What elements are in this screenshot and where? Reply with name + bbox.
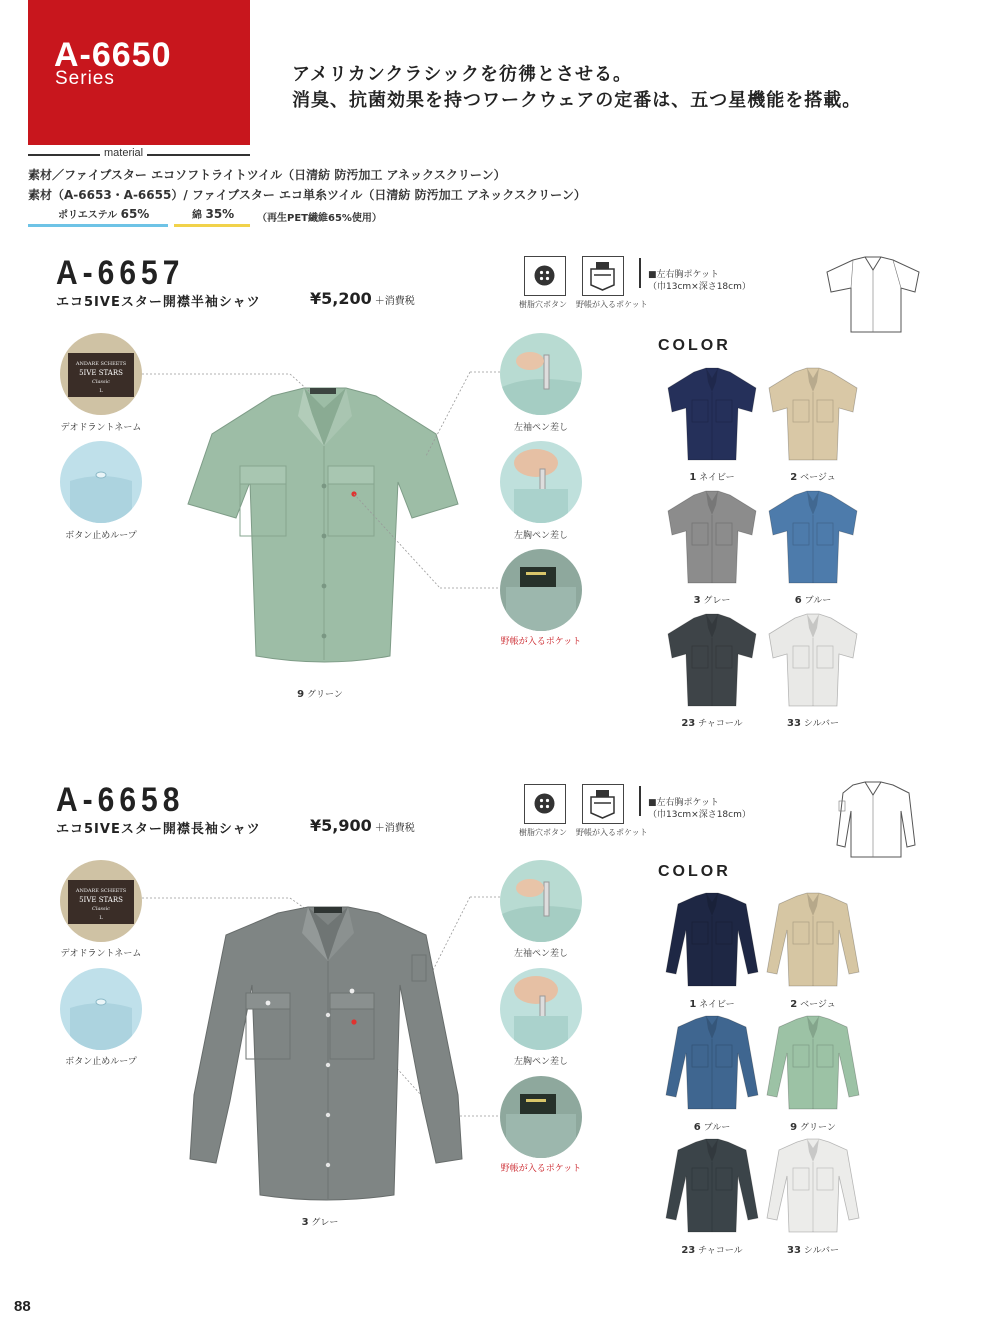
series-word: Series [55,68,115,89]
color-swatch-label [763,470,863,483]
color-swatch [763,364,863,464]
color-number: 23 [681,718,696,729]
color-swatch [662,610,762,710]
color-number: 3 [693,595,701,606]
color-swatch-label [662,1243,762,1256]
svg-text:L: L [99,915,103,921]
color-swatch-label [662,716,762,729]
material-line-1: 素材／ファイブスター エコソフトライトツイル（日清紡 防汚加工 アネックスクリーン） [28,168,506,182]
detail-label: 左胸ペン差し [513,1057,568,1067]
model-price: ¥5,200 ＋消費税 [310,289,415,308]
color-swatch-label [763,1243,863,1256]
model-price: ¥5,900 ＋消費税 [310,816,415,835]
color-swatch [662,487,762,587]
flat-sketch-long-sleeve [823,781,923,859]
color-name: グレー [700,596,731,606]
color-swatch [662,1136,762,1236]
detail-label: 野帳が入るポケット [500,637,582,647]
color-swatch [763,1013,863,1113]
fiber-note: （再生PET繊維65%使用） [257,213,382,224]
color-swatch [763,610,863,710]
feature-label: 樹脂穴ボタン [519,828,567,837]
resin-button-icon [524,784,566,824]
color-number: 33 [787,1245,801,1256]
color-number: 9 [790,1122,798,1133]
color-swatch-label [662,593,762,606]
color-heading: COLOR [658,337,731,354]
model-number: A-6657 [56,254,185,292]
button-loop-closeup [60,441,142,523]
tagline-line-1: アメリカンクラシックを彷彿とさせる。 [292,64,633,85]
color-name: ベージュ [797,473,836,483]
deodorant-name-closeup [60,860,142,942]
color-name: シルバー [800,719,839,729]
feature-label: 野帳が入るポケット [576,300,648,309]
notebook-pocket-closeup [500,1076,582,1158]
tagline [292,62,861,114]
color-number: 23 [681,1245,696,1256]
color-swatch [662,1013,762,1113]
color-swatch [662,890,762,990]
notebook-pocket-icon [582,256,624,296]
color-swatch [662,364,762,464]
color-name: グリーン [797,1123,836,1133]
divider [639,258,641,288]
feature-label: 樹脂穴ボタン [519,300,567,309]
series-badge [28,0,250,145]
color-number: 6 [794,595,802,606]
fiber-polyester: ポリエステル 65% [28,206,168,227]
hero-color-label: 9 グリーン [297,689,343,700]
color-swatch-label [763,997,863,1010]
model-name: エコ5IVEスター開襟長袖シャツ [56,822,261,837]
color-name: チャコール [695,719,743,729]
color-heading: COLOR [658,863,731,880]
color-name: ブルー [801,596,832,606]
button-loop-closeup [60,968,142,1050]
chest-pen-closeup [500,968,582,1050]
tagline-line-2: 消臭、抗菌効果を持つワークウェアの定番は、五つ星機能を搭載。 [292,90,862,111]
color-number: 33 [787,718,801,729]
color-number: 6 [693,1122,701,1133]
color-swatch [763,890,863,990]
color-swatch-label [763,1120,863,1133]
svg-text:Classic: Classic [92,379,110,385]
svg-text:L: L [99,388,103,394]
hero-long-sleeve-shirt [186,905,466,1211]
color-swatch-label [763,593,863,606]
color-swatch [763,487,863,587]
detail-label: デオドラントネーム [60,423,142,433]
color-name: ベージュ [797,1000,836,1010]
pocket-spec: ■左右胸ポケット （巾13cm×深さ18cm） [648,270,751,292]
hero-color-label: 3 グレー [301,1217,339,1228]
color-number: 2 [790,999,798,1010]
color-name: チャコール [695,1246,743,1256]
sleeve-pen-closeup [500,333,582,415]
sleeve-pen-closeup [500,860,582,942]
resin-button-icon [524,256,566,296]
material-line-2: 素材（A-6653・A-6655）/ ファイブスター エコ単糸ツイル（日清紡 防汚加工 アネックスクリーン） [28,188,586,202]
material-tag: material [100,147,147,159]
color-number: 1 [689,472,697,483]
pocket-spec: ■左右胸ポケット （巾13cm×深さ18cm） [648,798,751,820]
color-number: 1 [689,999,697,1010]
notebook-pocket-closeup [500,549,582,631]
chest-pen-closeup [500,441,582,523]
svg-text:Classic: Classic [92,906,110,912]
page-number: 88 [14,1298,31,1315]
detail-label: 左袖ペン差し [513,949,568,959]
svg-text:ANDARE SCHEETS: ANDARE SCHEETS [75,361,127,367]
svg-text:5IVE STARS: 5IVE STARS [79,369,123,377]
divider [639,786,641,816]
color-name: ネイビー [696,473,735,483]
detail-label: ボタン止めループ [65,531,137,541]
color-name: ブルー [700,1123,731,1133]
color-number: 2 [790,472,798,483]
color-name: シルバー [800,1246,839,1256]
color-swatch-label [662,997,762,1010]
svg-text:ANDARE SCHEETS: ANDARE SCHEETS [75,888,127,894]
series-code: A-6650 [54,36,172,74]
detail-label: 左袖ペン差し [513,423,568,433]
svg-text:5IVE STARS: 5IVE STARS [79,896,123,904]
notebook-pocket-icon [582,784,624,824]
fiber-cotton: 綿 35% [174,206,250,227]
color-swatch [763,1136,863,1236]
color-swatch-label [763,716,863,729]
hero-short-sleeve-shirt [186,386,462,674]
model-name: エコ5IVEスター開襟半袖シャツ [56,295,261,310]
detail-label: 左胸ペン差し [513,531,568,541]
deodorant-name-closeup [60,333,142,415]
detail-label: 野帳が入るポケット [500,1164,582,1174]
flat-sketch-short-sleeve [823,256,923,334]
feature-label: 野帳が入るポケット [576,828,648,837]
model-number: A-6658 [56,781,185,819]
detail-label: ボタン止めループ [65,1057,137,1067]
color-swatch-label [662,1120,762,1133]
detail-label: デオドラントネーム [60,949,142,959]
color-name: ネイビー [696,1000,735,1010]
color-swatch-label [662,470,762,483]
